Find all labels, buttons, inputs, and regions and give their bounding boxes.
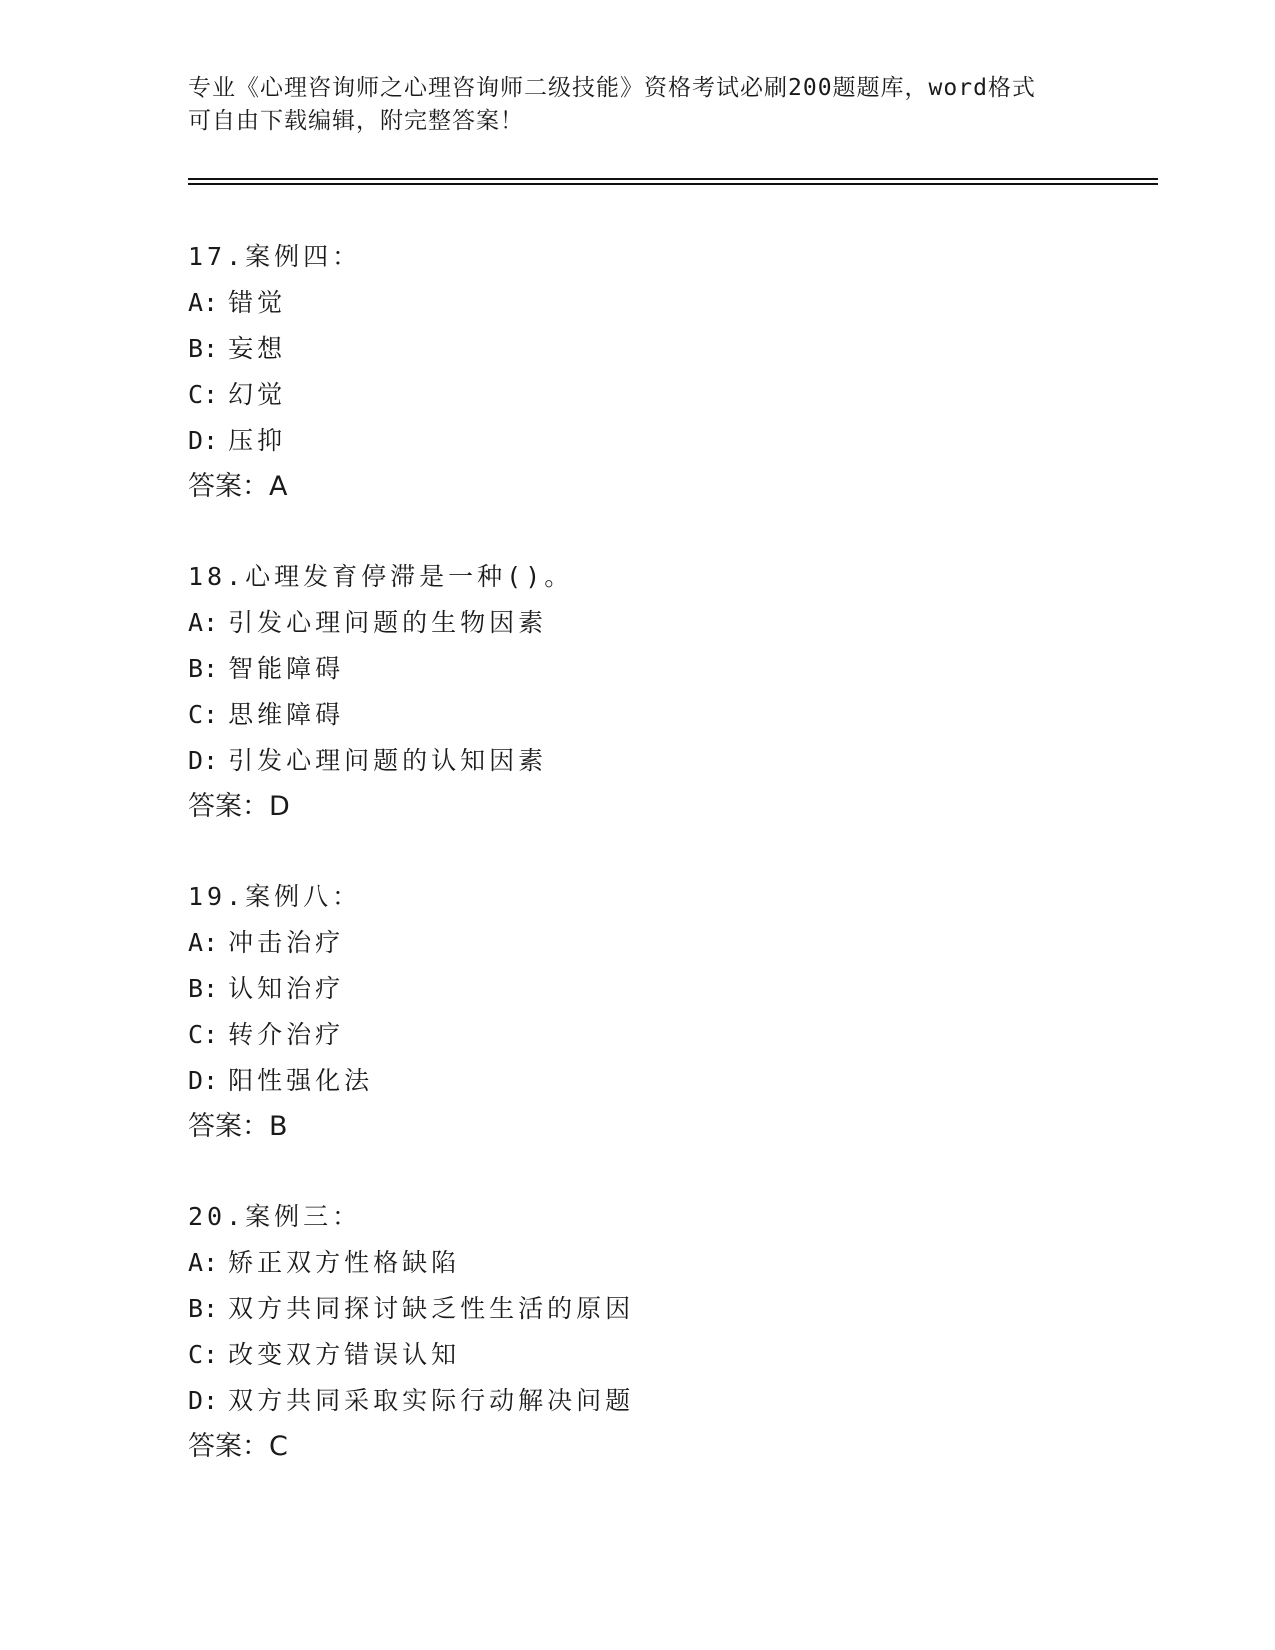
option-text: 双方共同采取实际行动解决问题 [228, 1386, 635, 1415]
option-c [188, 1012, 1088, 1058]
option-letter: C: [188, 380, 219, 409]
header-divider-top [188, 178, 1158, 180]
option-c [188, 372, 1088, 418]
question-title: 17.案例四： [188, 242, 362, 271]
option-letter: B: [188, 974, 219, 1003]
option-a [188, 600, 1088, 646]
option-text: 妄想 [228, 334, 287, 363]
option-text: 思维障碍 [228, 700, 345, 729]
option-letter: A: [188, 1248, 219, 1277]
option-b [188, 1286, 1088, 1332]
option-c [188, 1332, 1088, 1378]
option-text: 矫正双方性格缺陷 [228, 1248, 461, 1277]
question-18 [188, 554, 1088, 830]
option-text: 幻觉 [228, 380, 287, 409]
option-b [188, 326, 1088, 372]
option-letter: D: [188, 1066, 219, 1095]
option-letter: C: [188, 700, 219, 729]
option-text: 引发心理问题的认知因素 [228, 746, 548, 775]
question-title: 19.案例八： [188, 882, 362, 911]
option-a [188, 280, 1088, 326]
header-line-1: 专业《心理咨询师之心理咨询师二级技能》资格考试必刷200题题库，word格式 [188, 75, 1036, 101]
option-letter: A: [188, 288, 219, 317]
question-19 [188, 874, 1088, 1150]
option-letter: B: [188, 654, 219, 683]
option-text: 认知治疗 [228, 974, 345, 1003]
option-text: 阳性强化法 [228, 1066, 374, 1095]
option-d [188, 1058, 1088, 1104]
option-text: 引发心理问题的生物因素 [228, 608, 548, 637]
option-text: 错觉 [228, 288, 287, 317]
answer: 答案：A [188, 471, 288, 502]
option-letter: C: [188, 1020, 219, 1049]
option-d [188, 738, 1088, 784]
document-header [188, 72, 1088, 138]
option-letter: A: [188, 928, 219, 957]
option-c [188, 692, 1088, 738]
answer: 答案：B [188, 1111, 288, 1142]
option-a [188, 1240, 1088, 1286]
option-text: 压抑 [228, 426, 287, 455]
option-d [188, 1378, 1088, 1424]
option-b [188, 646, 1088, 692]
option-a [188, 920, 1088, 966]
question-17 [188, 234, 1088, 510]
option-letter: C: [188, 1340, 219, 1369]
option-text: 改变双方错误认知 [228, 1340, 461, 1369]
header-line-2: 可自由下载编辑，附完整答案！ [188, 108, 524, 134]
option-letter: D: [188, 426, 219, 455]
option-b [188, 966, 1088, 1012]
option-letter: D: [188, 1386, 219, 1415]
answer: 答案：D [188, 791, 290, 822]
option-letter: B: [188, 1294, 219, 1323]
option-text: 转介治疗 [228, 1020, 345, 1049]
option-letter: D: [188, 746, 219, 775]
question-title: 20.案例三： [188, 1202, 362, 1231]
question-title: 18.心理发育停滞是一种()。 [188, 562, 574, 591]
option-text: 冲击治疗 [228, 928, 345, 957]
option-text: 智能障碍 [228, 654, 345, 683]
option-letter: B: [188, 334, 219, 363]
header-divider-bottom [188, 183, 1158, 185]
option-text: 双方共同探讨缺乏性生活的原因 [228, 1294, 635, 1323]
option-letter: A: [188, 608, 219, 637]
answer: 答案：C [188, 1431, 288, 1462]
question-20 [188, 1194, 1088, 1470]
option-d [188, 418, 1088, 464]
